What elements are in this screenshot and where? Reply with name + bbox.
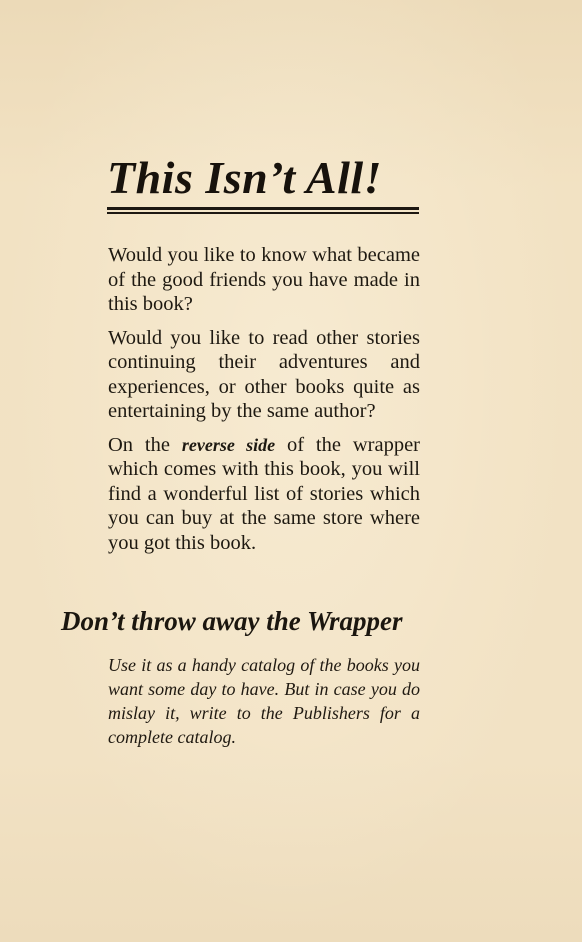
page-title: This Isn’t All! [107,152,383,203]
paragraph-other-stories: Would you like to read other stories continuing their adventures and experiences, or other books quite as entertaining by the same author? [108,326,420,422]
paragraph-text-start: On the [108,433,182,456]
paragraph-friends: Would you like to know what became of the good friends you have made in this book? [108,244,420,315]
body-text [108,243,420,564]
paragraph-wrapper-list [108,433,420,556]
catalog-note: Use it as a handy catalog of the books you want some day to have. But in case you do mislay it, write to the Publishers for a complete catalog. [108,655,420,747]
paragraph-text-end: of the wrapper which comes with this book, you will find a wonderful list of stories which you can buy at the same store where you got this book. [108,433,421,554]
title-rule-thin [107,212,419,214]
title-rule-thick [107,207,419,210]
emphasis-reverse-side: reverse side [181,434,276,455]
subheading: Don’t throw away the Wrapper [61,606,403,636]
